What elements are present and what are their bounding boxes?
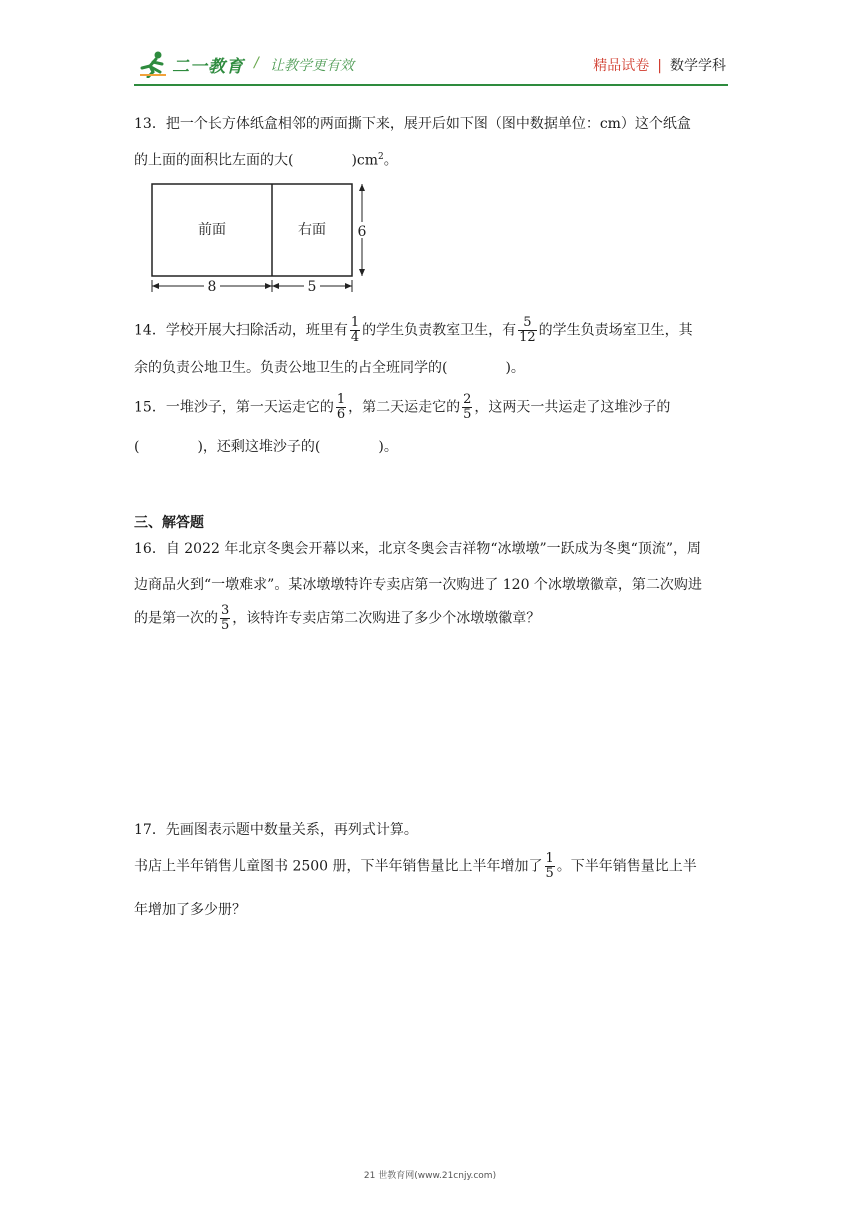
runner-logo-icon	[138, 50, 168, 78]
q15-text-f: )。	[378, 439, 398, 455]
q15-text-d: (	[134, 439, 140, 455]
right-face-label: 右面	[298, 222, 326, 238]
fraction	[336, 393, 346, 422]
q16-line1: 16．自 2022 年北京冬奥会开幕以来，北京冬奥会吉祥物“冰墩墩”一跃成为冬奥“顶流”，周	[134, 541, 701, 557]
q16-text-a: 的是第一次的	[134, 610, 218, 627]
arrow-left-icon	[272, 283, 279, 289]
q14-text-d: 余的负责公地卫生。负责公地卫生的占全班同学的(	[134, 360, 448, 376]
q17-line2	[134, 852, 734, 881]
q14-line2	[134, 358, 734, 378]
right-width-label: 5	[307, 279, 317, 295]
arrow-down-icon	[359, 269, 365, 276]
q16-line2: 边商品火到“一墩难求”。某冰墩墩特许专卖店第一次购进了 120 个冰墩墩徽章，第二次购进	[134, 577, 702, 593]
header-divider: |	[657, 58, 662, 74]
fraction-numerator: 1	[336, 392, 346, 407]
fraction-denominator: 5	[221, 618, 230, 633]
section-title: 三、解答题	[134, 515, 204, 531]
q15-text-a: 15．一堆沙子，第一天运走它的	[134, 399, 334, 416]
q17-text-a: 书店上半年销售儿童图书 2500 册，下半年销售量比上半年增加了	[134, 858, 543, 875]
header-slash: /	[254, 55, 259, 71]
arrow-up-icon	[359, 184, 365, 191]
q13-text-b: )cm	[351, 152, 379, 169]
q13-text-a: 的上面的面积比左面的大(	[134, 152, 294, 169]
q16-line3	[134, 604, 734, 633]
q17-text-b: 。下半年销售量比上半	[556, 858, 697, 875]
fraction	[462, 393, 472, 422]
fraction-denominator: 5	[463, 407, 472, 422]
q15-text-b: ，第二天运走它的	[348, 399, 461, 416]
fraction	[350, 316, 360, 345]
q13-line2	[134, 147, 734, 171]
fraction-numerator: 3	[221, 603, 230, 618]
fraction	[545, 852, 555, 881]
q15-line2	[134, 437, 734, 457]
q16-text-b: ，该特许专卖店第二次购进了多少个冰墩墩徽章？	[232, 610, 541, 627]
front-face-label: 前面	[198, 222, 226, 238]
q17-line3: 年增加了多少册？	[134, 902, 246, 918]
front-width-label: 8	[207, 279, 217, 295]
q14-text-c: 的学生负责场室卫生，其	[538, 322, 693, 339]
q15-text-c: ，这两天一共运走了这堆沙子的	[474, 399, 671, 416]
q15-text-e: )，还剩这堆沙子的(	[197, 439, 321, 455]
fraction-numerator: 1	[350, 315, 360, 330]
q14-text-e: )。	[505, 360, 525, 376]
q15-line1	[134, 393, 734, 422]
fraction	[518, 316, 537, 345]
q13-sup: 2	[378, 152, 384, 162]
q17-line1: 17．先画图表示题中数量关系，再列式计算。	[134, 822, 418, 838]
header-right	[593, 55, 726, 75]
arrow-right-icon	[265, 283, 272, 289]
page-footer: 21 世教育网(www.21cnjy.com)	[363, 1171, 497, 1181]
fraction-numerator: 2	[463, 392, 472, 407]
fraction-numerator: 5	[518, 316, 537, 331]
box-net-figure	[144, 180, 374, 298]
fraction-numerator: 1	[545, 851, 554, 866]
fraction-denominator: 12	[519, 330, 536, 345]
q14-text-a: 14．学校开展大扫除活动，班里有	[134, 322, 348, 339]
fraction-denominator: 6	[336, 407, 346, 422]
arrow-left-icon	[152, 283, 159, 289]
fraction-denominator: 5	[545, 866, 554, 881]
q14-text-b: 的学生负责教室卫生，有	[362, 322, 517, 339]
fraction	[220, 604, 230, 633]
q13-line1: 13．把一个长方体纸盒相邻的两面撕下来，展开后如下图（图中数据单位：cm）这个纸盒	[134, 116, 691, 132]
fraction-denominator: 4	[350, 330, 360, 345]
height-label: 6	[357, 224, 367, 240]
slogan: 让教学更有效	[270, 58, 354, 74]
header-rule	[134, 84, 728, 86]
q13-text-c: 。	[383, 152, 398, 169]
logo-text: 二一教育	[172, 57, 244, 77]
q14-line1	[134, 316, 734, 345]
badge-label: 精品试卷	[593, 58, 650, 74]
arrow-right-icon	[345, 283, 352, 289]
subject-label: 数学学科	[670, 58, 726, 74]
